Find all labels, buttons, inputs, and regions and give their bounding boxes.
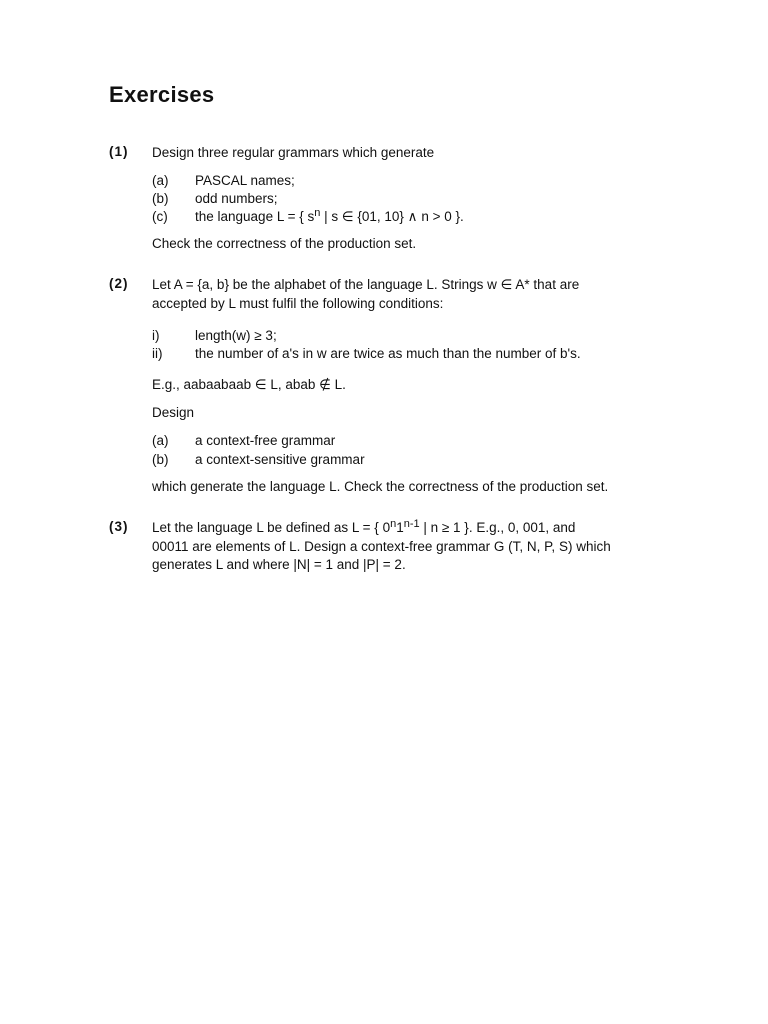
formula-text: | s ∈ {01, 10} ∧ n > 0 }. — [320, 209, 464, 224]
exercise-number: (1) — [109, 144, 129, 159]
exercise-intro: accepted by L must fulfil the following conditions: — [152, 296, 444, 311]
exercise-line: 00011 are elements of L. Design a context-free grammar G (T, N, P, S) which — [152, 539, 611, 554]
exercise-number: (3) — [109, 519, 129, 534]
exercise-line: generates L and where |N| = 1 and |P| = 2. — [152, 557, 406, 572]
example-line: E.g., aabaabaab ∈ L, abab ∉ L. — [152, 377, 346, 392]
formula-text: the language L = { s — [195, 209, 315, 224]
item-label: (a) — [152, 433, 169, 448]
condition-text: length(w) ≥ 3; — [195, 328, 277, 343]
formula-superscript: n — [314, 207, 321, 219]
item-label: (b) — [152, 191, 169, 206]
exercise-line — [152, 519, 575, 537]
item-label: (b) — [152, 452, 169, 467]
formula-text: Let the language L be defined as L = { 0 — [152, 520, 391, 535]
condition-text: the number of a's in w are twice as much than the number of b's. — [195, 346, 581, 361]
item-text: odd numbers; — [195, 191, 278, 206]
formula-text: | n ≥ 1 }. E.g., 0, 001, and — [419, 520, 576, 535]
item-text: a context-sensitive grammar — [195, 452, 365, 467]
item-text: a context-free grammar — [195, 433, 336, 448]
formula-text: 1 — [396, 520, 404, 535]
item-label: (c) — [152, 209, 168, 224]
formula-superscript: n-1 — [403, 518, 420, 530]
formula-superscript: n — [390, 518, 397, 530]
item-label: (a) — [152, 173, 169, 188]
exercise-intro: Let A = {a, b} be the alphabet of the language L. Strings w ∈ A* that are — [152, 277, 580, 292]
page-title: Exercises — [109, 82, 215, 107]
exercise-outro: which generate the language L. Check the correctness of the production set. — [152, 479, 609, 494]
condition-label: i) — [152, 328, 160, 343]
design-label: Design — [152, 405, 195, 420]
exercise-intro: Design three regular grammars which generate — [152, 145, 435, 160]
exercise-outro: Check the correctness of the production set. — [152, 236, 417, 251]
condition-label: ii) — [152, 346, 163, 361]
exercise-number: (2) — [109, 276, 129, 291]
item-text — [195, 208, 464, 226]
item-text: PASCAL names; — [195, 173, 295, 188]
